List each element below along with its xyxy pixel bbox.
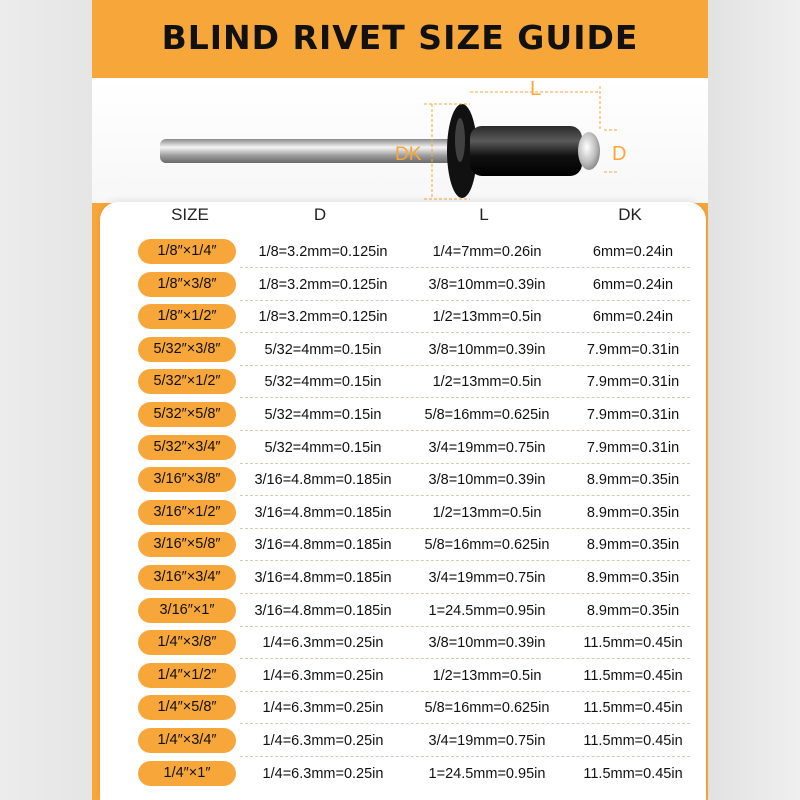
cell-dk: 6mm=0.24in xyxy=(592,244,674,260)
cell-dk: 6mm=0.24in xyxy=(592,276,674,293)
size-pill: 3/16″×5/8″ xyxy=(138,532,236,557)
cell-dk: 11.5mm=0.45in xyxy=(583,733,683,749)
mandrel-tip-shape xyxy=(578,132,600,170)
cell-d: 1/4=6.3mm=0.25in xyxy=(262,765,384,782)
table-row xyxy=(0,660,800,692)
cell-dk: 11.5mm=0.45in xyxy=(583,765,683,782)
size-pill: 1/8″×1/4″ xyxy=(138,239,236,264)
size-pill: 3/16″×1″ xyxy=(138,598,236,623)
table-row xyxy=(0,595,800,627)
cell-l: 3/8=10mm=0.39in xyxy=(428,635,546,652)
cell-l: 1/4=7mm=0.26in xyxy=(432,244,542,260)
size-pill: 3/16″×1/2″ xyxy=(138,500,236,525)
cell-dk: 8.9mm=0.35in xyxy=(586,537,680,554)
table-row xyxy=(0,692,800,724)
size-pill: 5/32″×3/4″ xyxy=(138,435,236,460)
header-d: D xyxy=(313,205,327,224)
cell-l: 1/2=13mm=0.5in xyxy=(432,504,542,521)
table-row xyxy=(0,269,800,301)
table-row xyxy=(0,497,800,529)
size-pill: 1/4″×1″ xyxy=(138,761,236,786)
size-pill: 5/32″×5/8″ xyxy=(138,402,236,427)
cell-dk: 11.5mm=0.45in xyxy=(583,635,683,652)
blind-rivet-icon xyxy=(0,0,800,210)
cell-d: 3/16=4.8mm=0.185in xyxy=(254,602,392,619)
size-pill: 1/4″×1/2″ xyxy=(138,663,236,688)
cell-d: 3/16=4.8mm=0.185in xyxy=(254,570,392,586)
size-pill: 1/8″×3/8″ xyxy=(138,272,236,297)
size-pill: 1/4″×3/8″ xyxy=(138,630,236,655)
size-pill: 1/8″×1/2″ xyxy=(138,304,236,329)
cell-dk: 6mm=0.24in xyxy=(592,309,674,326)
table-row xyxy=(0,432,800,464)
cell-d: 3/16=4.8mm=0.185in xyxy=(254,504,392,521)
cell-l: 3/4=19mm=0.75in xyxy=(428,439,546,456)
cell-d: 5/32=4mm=0.15in xyxy=(264,374,382,391)
cell-l: 1=24.5mm=0.95in xyxy=(428,602,546,619)
table-row xyxy=(0,334,800,366)
cell-d: 3/16=4.8mm=0.185in xyxy=(254,472,392,489)
header-size: SIZE xyxy=(171,205,209,224)
cell-l: 5/8=16mm=0.625in xyxy=(424,537,550,554)
cell-l: 3/4=19mm=0.75in xyxy=(428,733,546,749)
table-row xyxy=(0,464,800,496)
cell-d: 1/8=3.2mm=0.125in xyxy=(258,244,388,260)
cell-dk: 7.9mm=0.31in xyxy=(586,341,680,358)
size-pill: 5/32″×3/8″ xyxy=(138,337,236,362)
cell-d: 1/4=6.3mm=0.25in xyxy=(262,667,384,684)
cell-l: 1/2=13mm=0.5in xyxy=(432,309,542,326)
cell-l: 3/4=19mm=0.75in xyxy=(428,570,546,586)
cell-l: 1=24.5mm=0.95in xyxy=(428,765,546,782)
cell-dk: 7.9mm=0.31in xyxy=(586,374,680,391)
cell-dk: 11.5mm=0.45in xyxy=(583,667,683,684)
page-title: BLIND RIVET SIZE GUIDE xyxy=(161,18,639,57)
cell-l: 3/8=10mm=0.39in xyxy=(428,276,546,293)
table-row xyxy=(0,725,800,757)
cell-d: 1/8=3.2mm=0.125in xyxy=(258,276,388,293)
cell-l: 1/2=13mm=0.5in xyxy=(432,374,542,391)
cell-dk: 8.9mm=0.35in xyxy=(586,504,680,521)
cell-d: 3/16=4.8mm=0.185in xyxy=(254,537,392,554)
table-row xyxy=(0,236,800,268)
table-row xyxy=(0,627,800,659)
cell-d: 1/4=6.3mm=0.25in xyxy=(262,635,384,652)
cell-l: 5/8=16mm=0.625in xyxy=(424,407,550,423)
header-l: L xyxy=(479,205,489,224)
table-header-row xyxy=(0,205,800,233)
cell-dk: 7.9mm=0.31in xyxy=(586,439,680,456)
cell-l: 5/8=16mm=0.625in xyxy=(424,700,550,717)
cell-dk: 8.9mm=0.35in xyxy=(586,570,680,586)
cell-dk: 7.9mm=0.31in xyxy=(586,407,680,423)
size-pill: 3/16″×3/8″ xyxy=(138,467,236,492)
size-pill: 1/4″×3/4″ xyxy=(138,728,236,753)
table-row xyxy=(0,758,800,790)
size-pill: 3/16″×3/4″ xyxy=(138,565,236,590)
table-row xyxy=(0,366,800,398)
header-dk: DK xyxy=(618,205,642,224)
dimension-label-l: L xyxy=(530,78,542,100)
table-row xyxy=(0,399,800,431)
cell-l: 3/8=10mm=0.39in xyxy=(428,341,546,358)
table-row xyxy=(0,562,800,594)
cell-d: 1/4=6.3mm=0.25in xyxy=(262,700,384,717)
cell-l: 1/2=13mm=0.5in xyxy=(432,667,542,684)
cell-d: 1/4=6.3mm=0.25in xyxy=(262,733,384,749)
cell-dk: 8.9mm=0.35in xyxy=(586,472,680,489)
cell-d: 5/32=4mm=0.15in xyxy=(264,341,382,358)
dimension-label-dk: DK xyxy=(395,144,422,165)
size-pill: 5/32″×1/2″ xyxy=(138,369,236,394)
rivet-body-shape xyxy=(470,126,582,176)
cell-dk: 8.9mm=0.35in xyxy=(586,602,680,619)
table-row xyxy=(0,301,800,333)
table-row xyxy=(0,529,800,561)
cell-d: 5/32=4mm=0.15in xyxy=(264,407,382,423)
cell-d: 1/8=3.2mm=0.125in xyxy=(258,309,388,326)
size-pill: 1/4″×5/8″ xyxy=(138,695,236,720)
cell-dk: 11.5mm=0.45in xyxy=(583,700,683,717)
cell-d: 5/32=4mm=0.15in xyxy=(264,439,382,456)
cell-l: 3/8=10mm=0.39in xyxy=(428,472,546,489)
dimension-label-d: D xyxy=(612,143,627,165)
